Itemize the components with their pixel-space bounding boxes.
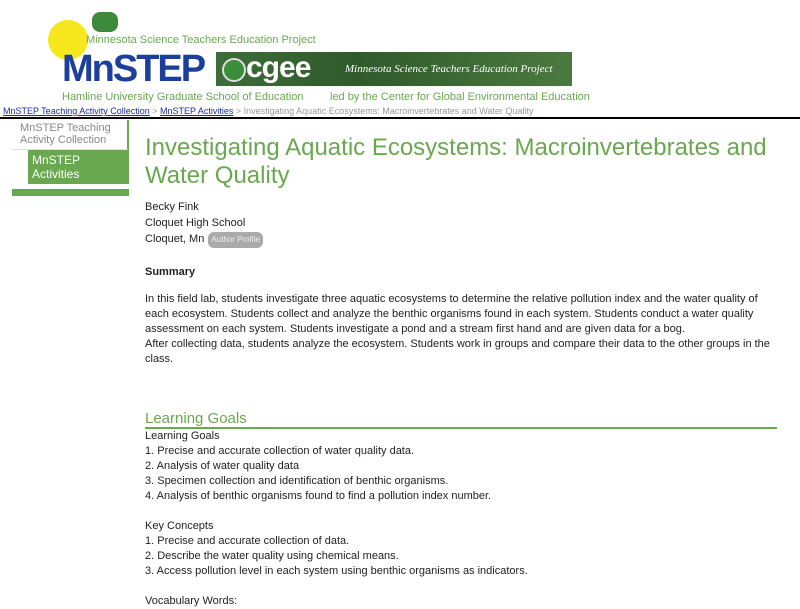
banner-tagline: Minnesota Science Teachers Education Project [86,34,316,46]
sidebar [12,120,129,196]
sidebar-item-activities[interactable]: MnSTEP Activities [28,150,129,184]
breadcrumb-current: Investigating Aquatic Ecosystems: Macroinvertebrates and Water Quality [243,106,534,116]
breadcrumb-collection[interactable]: MnSTEP Teaching Activity Collection [3,106,150,116]
author-profile-button[interactable]: Author Profile [208,232,262,248]
goal-item: 2. Analysis of water quality data [145,460,300,472]
main-content [145,134,777,609]
cgee-tagline: Minnesota Science Teachers Education Project [345,63,553,75]
concepts-label: Key Concepts [145,520,214,532]
concept-item: 1. Precise and accurate collection of data. [145,535,350,547]
summary-text: In this field lab, students investigate three aquatic ecosystems to determine the relative pollution index and the water quality of each ecosystem. Students collect and analyze the benthic organisms found in each system. Students conduct a water quality assessment on each system. Students investigate a pond and a stream first hand and are given data for a bog. [145,293,758,335]
sidebar-item-collection[interactable]: MnSTEP Teaching Activity Collection [12,120,129,150]
page-title: Investigating Aquatic Ecosystems: Macroinvertebrates and Water Quality [145,134,767,189]
trees-logo-icon [92,12,118,32]
globe-icon [222,58,246,82]
sidebar-divider [12,189,129,196]
concept-item: 3. Access pollution level in each system using benthic organisms as indicators. [145,565,528,577]
mnstep-logo: MnSTEP [62,48,205,90]
goals-label: Learning Goals [145,430,220,442]
author-location: Cloquet, Mn [145,233,205,245]
breadcrumb [0,106,800,119]
goal-item: 4. Analysis of benthic organisms found to find a pollution index number. [145,490,492,502]
cgee-line: led by the Center for Global Environmental Education [330,91,590,103]
breadcrumb-activities[interactable]: MnSTEP Activities [160,106,234,116]
author-school: Cloquet High School [145,217,246,229]
site-banner[interactable] [0,0,590,106]
goal-item: 1. Precise and accurate collection of water quality data. [145,445,415,457]
breadcrumb-sep: > [149,106,161,116]
cgee-logo: cgee [246,51,311,84]
learning-goals-heading: Learning Goals [145,411,777,429]
summary-heading: Summary [145,266,196,278]
breadcrumb-sep: > [233,106,244,116]
banner-school: Hamline University Graduate School of Education [62,91,304,103]
goal-item: 3. Specimen collection and identification of benthic organisms. [145,475,449,487]
summary-text: After collecting data, students analyze the ecosystem. Students work in groups and compare their data to the other groups in the class. [145,338,770,365]
vocab-label: Vocabulary Words: [145,595,238,607]
concept-item: 2. Describe the water quality using chemical means. [145,550,399,562]
author-name: Becky Fink [145,201,199,213]
